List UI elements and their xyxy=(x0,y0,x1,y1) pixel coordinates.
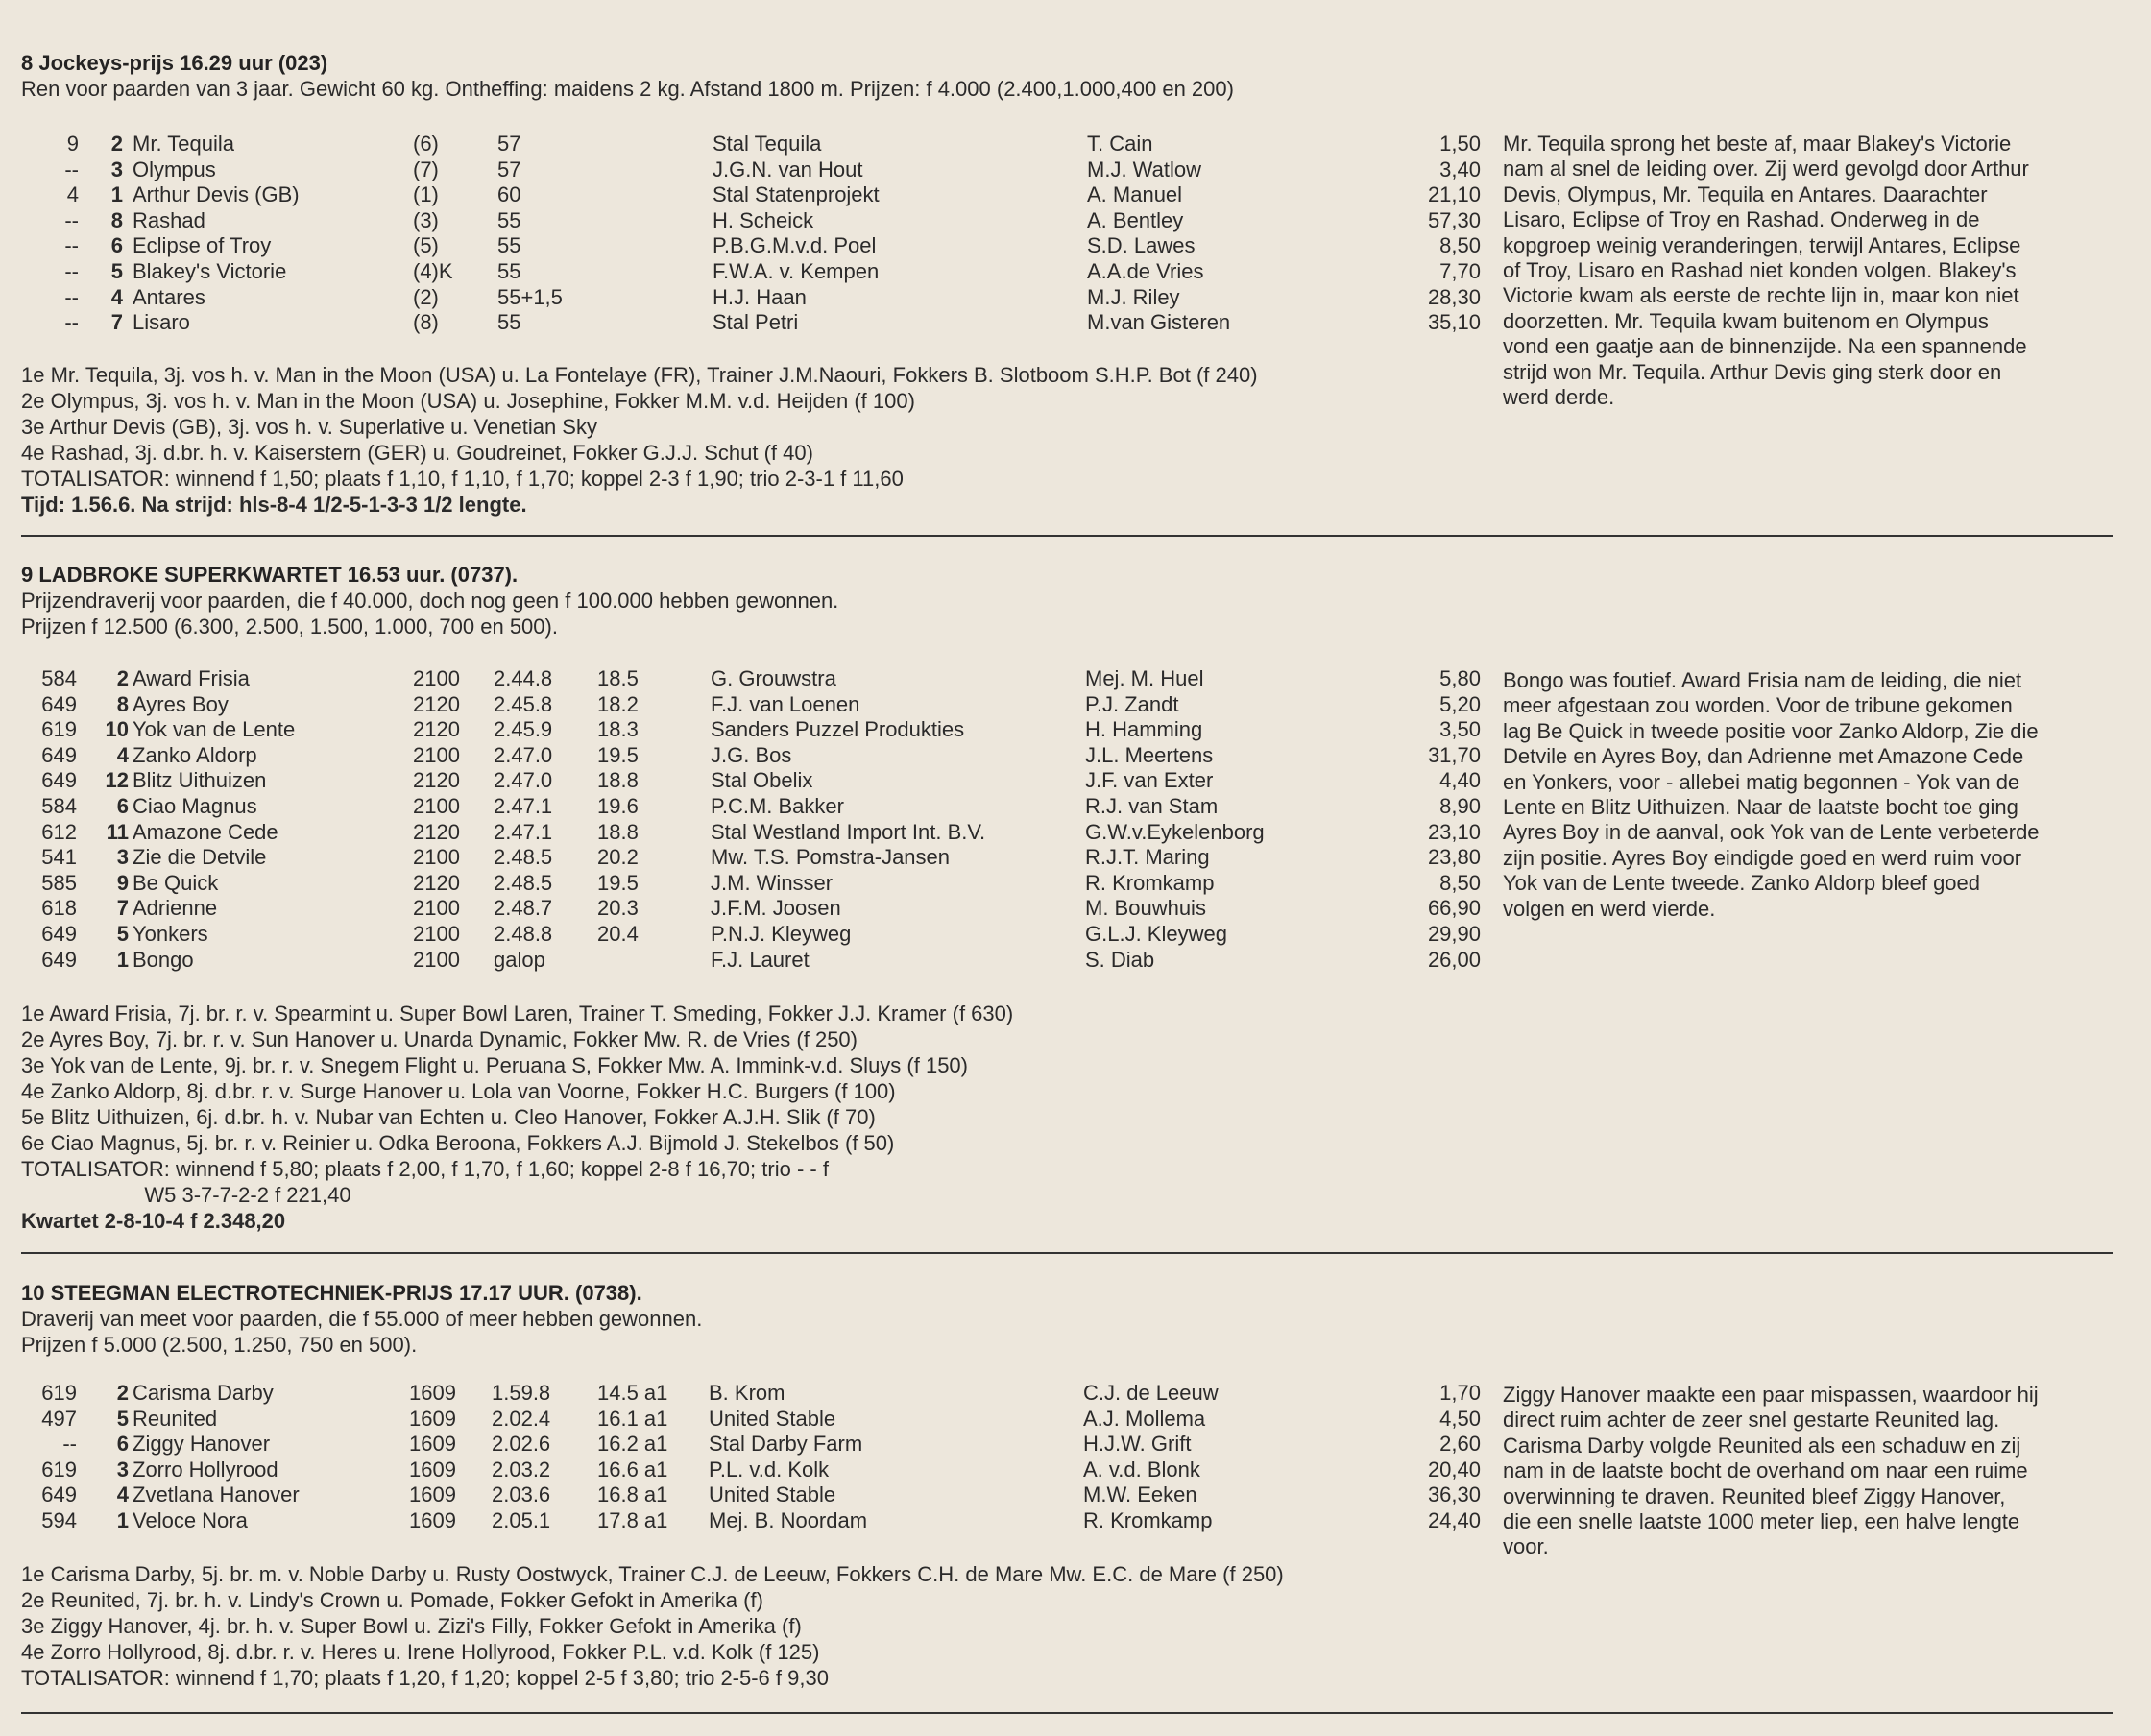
race-details xyxy=(21,1001,1013,1234)
detail-line: 6e Ciao Magnus, 5j. br. r. v. Reinier u. Odka Beroona, Fokkers A.J. Bijmold J. Stekelbos (f 50) xyxy=(21,1131,895,1155)
detail-line: 2e Olympus, 3j. vos h. v. Man in the Moon (USA) u. Josephine, Fokker M.M. v.d. Heijden (f 100) xyxy=(21,389,915,413)
cell-num: 8 xyxy=(116,691,129,716)
cell-owner: Sanders Puzzel Produkties xyxy=(711,717,965,742)
cell-pre: 649 xyxy=(41,691,77,716)
cell-b: 55 xyxy=(497,207,521,232)
cell-jockey: A. Manuel xyxy=(1087,182,1183,207)
cell-time: 2.44.8 xyxy=(494,666,553,690)
cell-name: Blitz Uithuizen xyxy=(133,768,267,793)
section-divider xyxy=(21,535,2113,537)
cell-odds: 35,10 xyxy=(1427,310,1481,335)
cell-dist: 2120 xyxy=(413,691,460,716)
table-row xyxy=(21,1482,1490,1507)
cell-a: (2) xyxy=(413,284,439,309)
cell-km: 14.5 a1 xyxy=(597,1381,668,1405)
cell-owner: H.J. Haan xyxy=(713,284,807,309)
cell-num: 3 xyxy=(116,1457,129,1482)
cell-dist: 1609 xyxy=(409,1457,456,1482)
cell-a: (7) xyxy=(413,157,439,181)
cell-owner: Stal Obelix xyxy=(711,768,813,793)
results-table xyxy=(21,1380,1490,1538)
table-row xyxy=(21,895,1490,921)
cell-jockey: M.J. Watlow xyxy=(1087,157,1201,181)
cell-pre: 585 xyxy=(41,870,77,895)
cell-name: Be Quick xyxy=(133,870,219,895)
cell-num: 4 xyxy=(116,742,129,767)
cell-pre: -- xyxy=(64,259,79,283)
cell-b: 55 xyxy=(497,310,521,335)
cell-name: Zvetlana Hanover xyxy=(133,1483,300,1507)
cell-jockey: R.J.T. Maring xyxy=(1085,845,1210,870)
cell-b: 57 xyxy=(497,132,521,156)
cell-num: 10 xyxy=(105,717,129,742)
cell-odds: 20,40 xyxy=(1427,1457,1481,1482)
cell-km: 19.5 xyxy=(597,870,639,895)
cell-num: 5 xyxy=(116,1406,129,1431)
cell-name: Yonkers xyxy=(133,922,208,946)
cell-km: 16.8 a1 xyxy=(597,1483,668,1507)
cell-num: 9 xyxy=(116,870,129,895)
section-divider xyxy=(21,1252,2113,1254)
detail-line: 1e Carisma Darby, 5j. br. m. v. Noble Darby u. Rusty Oostwyck, Trainer C.J. de Leeuw, Fokkers C.H. de Mare Mw. E.C. de Mare (f 250) xyxy=(21,1562,1284,1586)
table-row xyxy=(21,767,1490,793)
cell-owner: G. Grouwstra xyxy=(711,666,836,690)
cell-owner: H. Scheick xyxy=(713,207,814,232)
cell-num: 2 xyxy=(110,132,123,156)
cell-num: 7 xyxy=(110,310,123,335)
cell-jockey: M.J. Riley xyxy=(1087,284,1180,309)
table-row xyxy=(21,716,1490,742)
cell-name: Award Frisia xyxy=(133,666,250,690)
cell-name: Ayres Boy xyxy=(133,691,229,716)
cell-jockey: P.J. Zandt xyxy=(1085,691,1179,716)
cell-pre: -- xyxy=(64,207,79,232)
cell-time: 2.47.0 xyxy=(494,742,553,767)
cell-name: Antares xyxy=(133,284,205,309)
cell-pre: 584 xyxy=(41,666,77,690)
cell-name: Amazone Cede xyxy=(133,819,278,844)
cell-name: Eclipse of Troy xyxy=(133,233,272,258)
cell-odds: 7,70 xyxy=(1439,259,1481,283)
cell-name: Yok van de Lente xyxy=(133,717,296,742)
table-row xyxy=(21,309,1490,335)
cell-jockey: A. Bentley xyxy=(1087,207,1184,232)
cell-owner: Stal Statenprojekt xyxy=(713,182,880,207)
cell-jockey: R.J. van Stam xyxy=(1085,794,1219,818)
cell-num: 3 xyxy=(116,845,129,870)
cell-a: (4)K xyxy=(413,259,453,283)
table-row xyxy=(21,870,1490,896)
cell-odds: 1,50 xyxy=(1439,132,1481,156)
cell-num: 4 xyxy=(116,1483,129,1507)
race-details xyxy=(21,1561,1284,1691)
cell-num: 1 xyxy=(116,1508,129,1532)
cell-odds: 23,10 xyxy=(1427,819,1481,844)
cell-pre: 619 xyxy=(41,1381,77,1405)
detail-line: 1e Award Frisia, 7j. br. r. v. Spearmint u. Super Bowl Laren, Trainer T. Smeding, Fokker J.J. Kramer (f 630) xyxy=(21,1001,1014,1025)
cell-a: (1) xyxy=(413,182,439,207)
results-table xyxy=(21,131,1490,342)
cell-num: 2 xyxy=(116,666,129,690)
detail-line: 5e Blitz Uithuizen, 6j. d.br. h. v. Nubar van Echten u. Cleo Hanover, Fokker A.J.H. Slik (f 70) xyxy=(21,1105,876,1129)
cell-time: 2.45.9 xyxy=(494,717,553,742)
cell-pre: 649 xyxy=(41,947,77,972)
table-row xyxy=(21,284,1490,310)
cell-owner: United Stable xyxy=(709,1483,836,1507)
detail-line: 3e Yok van de Lente, 9j. br. r. v. Snegem Flight u. Peruana S, Fokker Mw. A. Immink-v.d. Sluys (f 150) xyxy=(21,1053,968,1077)
cell-odds: 8,50 xyxy=(1439,870,1481,895)
table-row xyxy=(21,131,1490,157)
cell-num: 12 xyxy=(105,768,129,793)
cell-jockey: A.A.de Vries xyxy=(1087,259,1204,283)
cell-num: 4 xyxy=(110,284,123,309)
cell-name: Carisma Darby xyxy=(133,1381,274,1405)
cell-jockey: A.J. Mollema xyxy=(1083,1406,1206,1431)
detail-line: 2e Ayres Boy, 7j. br. r. v. Sun Hanover u. Unarda Dynamic, Fokker Mw. R. de Vries (f 250) xyxy=(21,1027,858,1051)
table-row xyxy=(21,157,1490,182)
race-section-10 xyxy=(21,1280,2115,1702)
cell-name: Ciao Magnus xyxy=(133,794,257,818)
detail-line: W5 3-7-7-2-2 f 221,40 xyxy=(21,1183,351,1207)
cell-pre: -- xyxy=(64,284,79,309)
cell-pre: 594 xyxy=(41,1508,77,1532)
race-title: 8 Jockeys-prijs 16.29 uur (023) xyxy=(21,51,328,75)
cell-km: 18.8 xyxy=(597,819,639,844)
cell-a: (3) xyxy=(413,207,439,232)
cell-odds: 31,70 xyxy=(1427,742,1481,767)
cell-owner: Stal Petri xyxy=(713,310,799,335)
cell-name: Mr. Tequila xyxy=(133,132,234,156)
cell-num: 3 xyxy=(110,157,123,181)
cell-owner: J.G. Bos xyxy=(711,742,792,767)
cell-owner: Mej. B. Noordam xyxy=(709,1508,868,1532)
cell-km: 18.3 xyxy=(597,717,639,742)
cell-owner: Stal Tequila xyxy=(713,132,822,156)
table-row xyxy=(21,844,1490,870)
cell-owner: Mw. T.S. Pomstra-Jansen xyxy=(711,845,951,870)
race-description: Ren voor paarden van 3 jaar. Gewicht 60 kg. Ontheffing: maidens 2 kg. Afstand 1800 m. Prijzen: f 4.000 (2.400,1.000,400 en 200) xyxy=(21,77,1234,101)
race-section-8 xyxy=(21,50,2115,520)
cell-time: 1.59.8 xyxy=(492,1381,551,1405)
race-description: Draverij van meet voor paarden, die f 55.000 of meer hebben gewonnen. xyxy=(21,1307,703,1331)
cell-owner: J.M. Winsser xyxy=(711,870,834,895)
cell-num: 8 xyxy=(110,207,123,232)
table-row xyxy=(21,921,1490,947)
cell-dist: 2120 xyxy=(413,819,460,844)
cell-name: Lisaro xyxy=(133,310,190,335)
cell-pre: 619 xyxy=(41,717,77,742)
race-title: 9 LADBROKE SUPERKWARTET 16.53 uur. (0737). xyxy=(21,563,519,587)
race-final-line: Tijd: 1.56.6. Na strijd: hls-8-4 1/2-5-1-3-3 1/2 lengte. xyxy=(21,493,527,517)
detail-line: TOTALISATOR: winnend f 5,80; plaats f 2,00, f 1,70, f 1,60; koppel 2-8 f 16,70; trio - - f xyxy=(21,1157,829,1181)
detail-line: 2e Reunited, 7j. br. h. v. Lindy's Crown u. Pomade, Fokker Gefokt in Amerika (f) xyxy=(21,1588,763,1612)
race-prizes: Prijzen f 12.500 (6.300, 2.500, 1.500, 1.000, 700 en 500). xyxy=(21,615,558,639)
cell-odds: 66,90 xyxy=(1427,896,1481,921)
cell-dist: 2100 xyxy=(413,742,460,767)
cell-dist: 1609 xyxy=(409,1381,456,1405)
cell-odds: 36,30 xyxy=(1427,1483,1481,1507)
cell-jockey: M.W. Eeken xyxy=(1083,1483,1197,1507)
cell-pre: 9 xyxy=(66,132,79,156)
cell-odds: 26,00 xyxy=(1427,947,1481,972)
cell-num: 6 xyxy=(116,794,129,818)
cell-odds: 24,40 xyxy=(1427,1508,1481,1532)
cell-km: 18.8 xyxy=(597,768,639,793)
cell-owner: Stal Westland Import Int. B.V. xyxy=(711,819,986,844)
cell-name: Veloce Nora xyxy=(133,1508,248,1532)
cell-jockey: R. Kromkamp xyxy=(1083,1508,1213,1532)
cell-pre: 584 xyxy=(41,794,77,818)
table-row xyxy=(21,207,1490,233)
cell-b: 57 xyxy=(497,157,521,181)
cell-odds: 29,90 xyxy=(1427,922,1481,946)
cell-odds: 1,70 xyxy=(1439,1381,1481,1405)
table-row xyxy=(21,665,1490,691)
cell-name: Zanko Aldorp xyxy=(133,742,257,767)
cell-time: 2.03.6 xyxy=(492,1483,551,1507)
cell-pre: 618 xyxy=(41,896,77,921)
cell-num: 11 xyxy=(106,819,129,844)
cell-a: (6) xyxy=(413,132,439,156)
cell-time: 2.03.2 xyxy=(492,1457,551,1482)
cell-num: 1 xyxy=(110,182,123,207)
cell-time: 2.48.7 xyxy=(494,896,553,921)
cell-name: Zorro Hollyrood xyxy=(133,1457,278,1482)
detail-line: 4e Zorro Hollyrood, 8j. d.br. r. v. Heres u. Irene Hollyrood, Fokker P.L. v.d. Kolk (f 125) xyxy=(21,1640,820,1664)
cell-dist: 1609 xyxy=(409,1432,456,1457)
cell-odds: 2,60 xyxy=(1439,1432,1481,1457)
cell-name: Rashad xyxy=(133,207,205,232)
detail-line: 4e Zanko Aldorp, 8j. d.br. r. v. Surge Hanover u. Lola van Voorne, Fokker H.C. Burgers (f 100) xyxy=(21,1079,896,1103)
cell-owner: P.L. v.d. Kolk xyxy=(709,1457,830,1482)
cell-jockey: M.van Gisteren xyxy=(1087,310,1231,335)
cell-dist: 1609 xyxy=(409,1406,456,1431)
cell-time: 2.02.6 xyxy=(492,1432,551,1457)
cell-time: 2.47.1 xyxy=(494,819,553,844)
cell-km: 16.6 a1 xyxy=(597,1457,668,1482)
cell-b: 55 xyxy=(497,259,521,283)
cell-jockey: G.W.v.Eykelenborg xyxy=(1085,819,1265,844)
cell-pre: -- xyxy=(64,157,79,181)
cell-pre: 497 xyxy=(41,1406,77,1431)
cell-odds: 5,20 xyxy=(1439,691,1481,716)
cell-pre: -- xyxy=(62,1432,77,1457)
detail-line: TOTALISATOR: winnend f 1,50; plaats f 1,10, f 1,10, f 1,70; koppel 2-3 f 1,90; trio 2-3-1 f 11,60 xyxy=(21,467,904,491)
cell-km: 18.2 xyxy=(597,691,639,716)
cell-num: 1 xyxy=(116,947,129,972)
cell-time: 2.48.8 xyxy=(494,922,553,946)
cell-jockey: S. Diab xyxy=(1085,947,1155,972)
detail-line: 1e Mr. Tequila, 3j. vos h. v. Man in the Moon (USA) u. La Fontelaye (FR), Trainer J.M.Naouri, Fokkers B. Slotboom S.H.P. Bot (f 240) xyxy=(21,363,1258,387)
cell-pre: 541 xyxy=(41,845,77,870)
cell-time: 2.45.8 xyxy=(494,691,553,716)
detail-line: 3e Ziggy Hanover, 4j. br. h. v. Super Bowl u. Zizi's Filly, Fokker Gefokt in Amerika (f) xyxy=(21,1614,802,1638)
cell-name: Olympus xyxy=(133,157,216,181)
cell-odds: 3,50 xyxy=(1439,717,1481,742)
cell-name: Reunited xyxy=(133,1406,218,1431)
table-row xyxy=(21,1406,1490,1432)
table-row xyxy=(21,742,1490,768)
cell-dist: 2100 xyxy=(413,794,460,818)
cell-odds: 5,80 xyxy=(1439,666,1481,690)
cell-time: galop xyxy=(494,947,545,972)
cell-a: (5) xyxy=(413,233,439,258)
cell-odds: 8,50 xyxy=(1439,233,1481,258)
cell-jockey: H.J.W. Grift xyxy=(1083,1432,1192,1457)
cell-num: 2 xyxy=(116,1381,129,1405)
cell-km: 20.2 xyxy=(597,845,639,870)
cell-km: 17.8 a1 xyxy=(597,1508,668,1532)
cell-b: 55 xyxy=(497,233,521,258)
cell-dist: 2100 xyxy=(413,896,460,921)
cell-owner: P.B.G.M.v.d. Poel xyxy=(713,233,877,258)
cell-dist: 2100 xyxy=(413,947,460,972)
cell-name: Zie die Detvile xyxy=(133,845,267,870)
cell-jockey: G.L.J. Kleyweg xyxy=(1085,922,1227,946)
cell-owner: Stal Darby Farm xyxy=(709,1432,863,1457)
cell-num: 5 xyxy=(110,259,123,283)
cell-num: 5 xyxy=(116,922,129,946)
cell-odds: 8,90 xyxy=(1439,794,1481,818)
cell-time: 2.47.1 xyxy=(494,794,553,818)
race-title: 10 STEEGMAN ELECTROTECHNIEK-PRIJS 17.17 UUR. (0738). xyxy=(21,1281,642,1305)
cell-pre: 619 xyxy=(41,1457,77,1482)
cell-dist: 2100 xyxy=(413,845,460,870)
table-row xyxy=(21,258,1490,284)
cell-jockey: J.F. van Exter xyxy=(1085,768,1214,793)
cell-odds: 4,40 xyxy=(1439,768,1481,793)
cell-dist: 2100 xyxy=(413,666,460,690)
cell-time: 2.48.5 xyxy=(494,870,553,895)
race-comment: Ziggy Hanover maakte een paar mispassen, waardoor hij direct ruim achter de zeer snel gestarte Reunited lag. Carisma Darby volgde Reunited als een schaduw en zij nam in de laatste bocht de overhand om naar een ruime overwinning te draven. Reunited bleef Ziggy Hanover, die een snelle laatste 1000 meter liep, een halve lengte voor. xyxy=(1503,1383,2039,1559)
cell-owner: B. Krom xyxy=(709,1381,785,1405)
cell-pre: -- xyxy=(64,310,79,335)
cell-dist: 1609 xyxy=(409,1483,456,1507)
cell-owner: J.G.N. van Hout xyxy=(713,157,863,181)
section-divider xyxy=(21,1712,2113,1714)
cell-name: Blakey's Victorie xyxy=(133,259,287,283)
race-prizes: Prijzen f 5.000 (2.500, 1.250, 750 en 500). xyxy=(21,1333,418,1357)
detail-line: 3e Arthur Devis (GB), 3j. vos h. v. Superlative u. Venetian Sky xyxy=(21,415,597,439)
cell-time: 2.48.5 xyxy=(494,845,553,870)
table-row xyxy=(21,1431,1490,1457)
race-final-line: Kwartet 2-8-10-4 f 2.348,20 xyxy=(21,1209,286,1233)
cell-time: 2.02.4 xyxy=(492,1406,551,1431)
cell-owner: P.C.M. Bakker xyxy=(711,794,844,818)
race-description: Prijzendraverij voor paarden, die f 40.000, doch nog geen f 100.000 hebben gewonnen. xyxy=(21,589,839,613)
cell-name: Arthur Devis (GB) xyxy=(133,182,300,207)
detail-line: 4e Rashad, 3j. d.br. h. v. Kaiserstern (GER) u. Goudreinet, Fokker G.J.J. Schut (f 40) xyxy=(21,441,813,465)
cell-num: 7 xyxy=(116,896,129,921)
cell-b: 60 xyxy=(497,182,521,207)
table-row xyxy=(21,819,1490,845)
cell-dist: 2120 xyxy=(413,870,460,895)
cell-odds: 3,40 xyxy=(1439,157,1481,181)
cell-odds: 23,80 xyxy=(1427,845,1481,870)
table-row xyxy=(21,793,1490,819)
cell-km: 20.4 xyxy=(597,922,639,946)
cell-num: 6 xyxy=(110,233,123,258)
cell-jockey: S.D. Lawes xyxy=(1087,233,1196,258)
detail-line: TOTALISATOR: winnend f 1,70; plaats f 1,20, f 1,20; koppel 2-5 f 3,80; trio 2-5-6 f 9,30 xyxy=(21,1666,829,1690)
cell-dist: 1609 xyxy=(409,1508,456,1532)
cell-jockey: T. Cain xyxy=(1087,132,1153,156)
cell-odds: 28,30 xyxy=(1427,284,1481,309)
cell-odds: 57,30 xyxy=(1427,207,1481,232)
cell-owner: P.N.J. Kleyweg xyxy=(711,922,852,946)
cell-km: 16.2 a1 xyxy=(597,1432,668,1457)
cell-km: 19.6 xyxy=(597,794,639,818)
cell-name: Ziggy Hanover xyxy=(133,1432,271,1457)
cell-km: 16.1 a1 xyxy=(597,1406,668,1431)
cell-km: 19.5 xyxy=(597,742,639,767)
cell-pre: 649 xyxy=(41,768,77,793)
cell-jockey: J.L. Meertens xyxy=(1085,742,1214,767)
cell-km: 18.5 xyxy=(597,666,639,690)
cell-jockey: Mej. M. Huel xyxy=(1085,666,1204,690)
cell-pre: 649 xyxy=(41,1483,77,1507)
cell-jockey: R. Kromkamp xyxy=(1085,870,1215,895)
race-comment: Mr. Tequila sprong het beste af, maar Blakey's Victorie nam al snel de leiding over. Zij werd gevolgd door Arthur Devis, Olympus, Mr. Tequila en Antares. Daarachter Lisaro, Eclipse of Troy en Rashad. Onderweg in de kopgroep weinig veranderingen, terwijl Antares, Eclipse of Troy, Lisaro en Rashad niet konden volgen. Blakey's Victorie kwam als eerste de rechte lijn in, maar kon niet doorzetten. Mr. Tequila kwam buitenom en Olympus vond een gaatje aan de binnenzijde. Na een spannende strijd won Mr. Tequila. Arthur Devis ging sterk door en werd derde. xyxy=(1503,132,2029,410)
cell-jockey: A. v.d. Blonk xyxy=(1083,1457,1200,1482)
cell-pre: 612 xyxy=(41,819,77,844)
table-row xyxy=(21,1457,1490,1483)
table-row xyxy=(21,947,1490,973)
cell-dist: 2120 xyxy=(413,768,460,793)
cell-jockey: C.J. de Leeuw xyxy=(1083,1381,1219,1405)
results-table xyxy=(21,665,1490,982)
race-section-9 xyxy=(21,562,2115,1234)
cell-owner: F.J. van Loenen xyxy=(711,691,860,716)
table-row xyxy=(21,691,1490,717)
cell-owner: F.W.A. v. Kempen xyxy=(713,259,880,283)
cell-a: (8) xyxy=(413,310,439,335)
cell-name: Adrienne xyxy=(133,896,218,921)
cell-owner: United Stable xyxy=(709,1406,836,1431)
table-row xyxy=(21,232,1490,258)
cell-time: 2.05.1 xyxy=(492,1508,551,1532)
cell-pre: 649 xyxy=(41,922,77,946)
cell-name: Bongo xyxy=(133,947,194,972)
table-row xyxy=(21,1507,1490,1533)
cell-owner: F.J. Lauret xyxy=(711,947,810,972)
cell-pre: 4 xyxy=(66,182,79,207)
cell-jockey: H. Hamming xyxy=(1085,717,1203,742)
cell-dist: 2100 xyxy=(413,922,460,946)
cell-b: 55+1,5 xyxy=(497,284,563,309)
cell-jockey: M. Bouwhuis xyxy=(1085,896,1206,921)
cell-odds: 21,10 xyxy=(1427,182,1481,207)
race-details xyxy=(21,362,1258,518)
cell-num: 6 xyxy=(116,1432,129,1457)
table-row xyxy=(21,1380,1490,1406)
cell-pre: -- xyxy=(64,233,79,258)
cell-time: 2.47.0 xyxy=(494,768,553,793)
race-comment: Bongo was foutief. Award Frisia nam de leiding, die niet meer afgestaan zou worden. Voor de tribune gekomen lag Be Quick in tweede positie voor Zanko Aldorp, Zie die Detvile en Ayres Boy, dan Adrienne met Amazone Cede en Yonkers, voor - allebei matig begonnen - Yok van de Lente en Blitz Uithuizen. Naar de laatste bocht toe ging Ayres Boy in de aanval, ook Yok van de Lente verbeterde zijn positie. Ayres Boy eindigde goed en werd ruim voor Yok van de Lente tweede. Zanko Aldorp bleef goed volgen en werd vierde. xyxy=(1503,668,2040,921)
table-row xyxy=(21,181,1490,207)
cell-odds: 4,50 xyxy=(1439,1406,1481,1431)
cell-km: 20.3 xyxy=(597,896,639,921)
cell-dist: 2120 xyxy=(413,717,460,742)
cell-pre: 649 xyxy=(41,742,77,767)
cell-owner: J.F.M. Joosen xyxy=(711,896,841,921)
